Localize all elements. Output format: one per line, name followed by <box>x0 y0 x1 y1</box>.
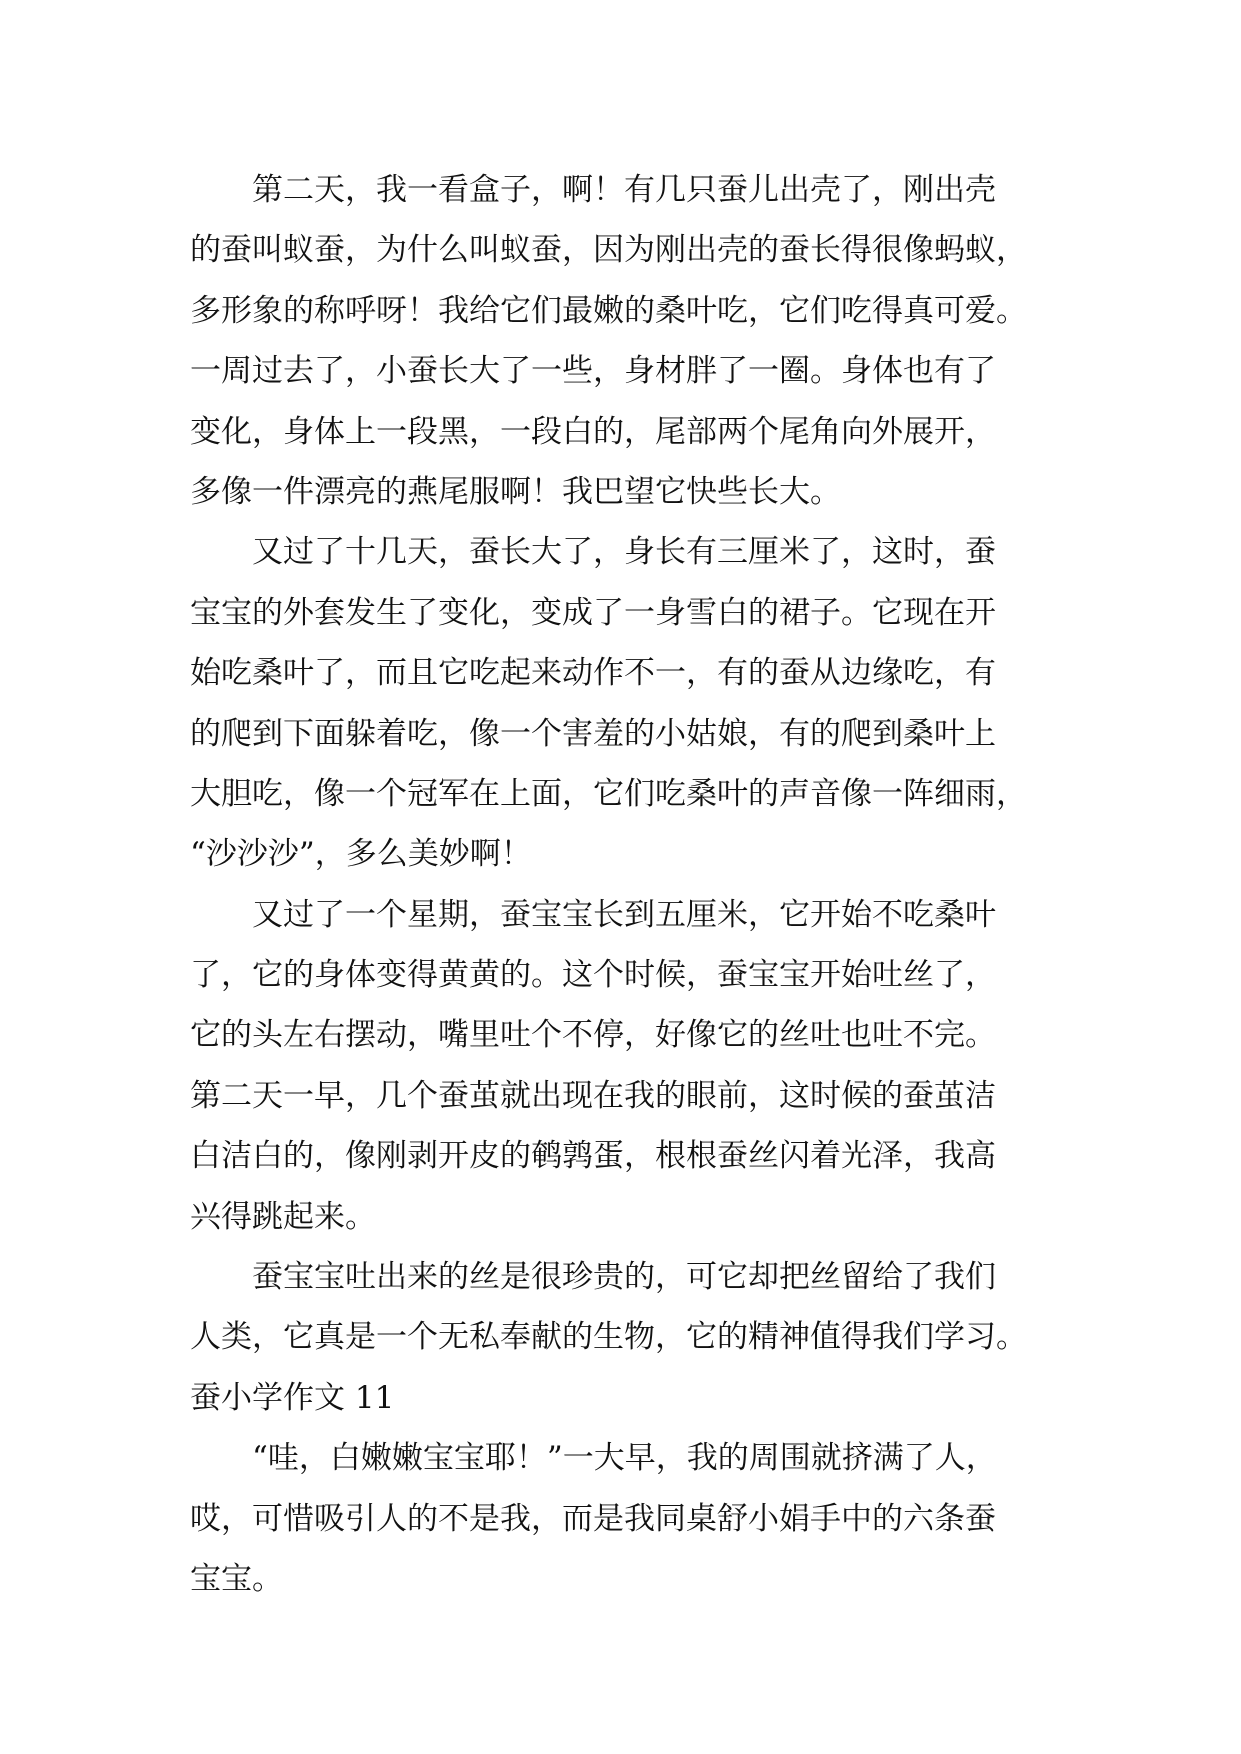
text-line: 又过了一个星期，蚕宝宝长到五厘米，它开始不吃桑叶 <box>252 896 996 933</box>
text-line: 了，它的身体变得黄黄的。这个时候，蚕宝宝开始吐丝了， <box>190 957 996 994</box>
text-line: 人类，它真是一个无私奉献的生物，它的精神值得我们学习。 <box>190 1319 1027 1356</box>
text-line: 的爬到下面躲着吃，像一个害羞的小姑娘，有的爬到桑叶上 <box>190 715 996 752</box>
text-line: 蚕宝宝吐出来的丝是很珍贵的，可它却把丝留给了我们 <box>252 1259 996 1296</box>
text-line: 始吃桑叶了，而且它吃起来动作不一，有的蚕从边缘吃，有 <box>190 655 996 692</box>
text-line: 宝宝。 <box>190 1560 283 1597</box>
text-line: 第二天一早，几个蚕茧就出现在我的眼前，这时候的蚕茧洁 <box>190 1077 996 1114</box>
text-line: 第二天，我一看盒子，啊！有几只蚕儿出壳了，刚出壳 <box>252 172 996 208</box>
text-line: 兴得跳起来。 <box>190 1198 376 1235</box>
text-line: 哎，可惜吸引人的不是我，而是我同桌舒小娟手中的六条蚕 <box>190 1500 996 1537</box>
document-body <box>190 160 1070 1609</box>
text-line: 变化，身体上一段黑，一段白的，尾部两个尾角向外展开， <box>190 413 996 450</box>
text-line: 大胆吃，像一个冠军在上面，它们吃桑叶的声音像一阵细雨， <box>190 775 1027 812</box>
text-line: “哇，白嫩嫩宝宝耶！”一大早，我的周围就挤满了人， <box>252 1440 997 1477</box>
text-line: 白洁白的，像刚剥开皮的鹌鹑蛋，根根蚕丝闪着光泽，我高 <box>190 1138 996 1175</box>
text-line: “沙沙沙”，多么美妙啊！ <box>190 836 532 873</box>
text-line: 蚕小学作文 11 <box>190 1379 395 1416</box>
text-line: 又过了十几天，蚕长大了，身长有三厘米了，这时，蚕 <box>252 534 996 571</box>
text-line: 多像一件漂亮的燕尾服啊！我巴望它快些长大。 <box>190 473 841 510</box>
text-line: 多形象的称呼呀！我给它们最嫩的桑叶吃，它们吃得真可爱。 <box>190 292 1027 329</box>
text-line: 的蚕叫蚁蚕，为什么叫蚁蚕，因为刚出壳的蚕长得很像蚂蚁， <box>190 232 1027 269</box>
text-line: 一周过去了，小蚕长大了一些，身材胖了一圈。身体也有了 <box>190 353 996 390</box>
text-line: 它的头左右摆动，嘴里吐个不停，好像它的丝吐也吐不完。 <box>190 1017 996 1054</box>
text-line: 宝宝的外套发生了变化，变成了一身雪白的裙子。它现在开 <box>190 594 996 631</box>
